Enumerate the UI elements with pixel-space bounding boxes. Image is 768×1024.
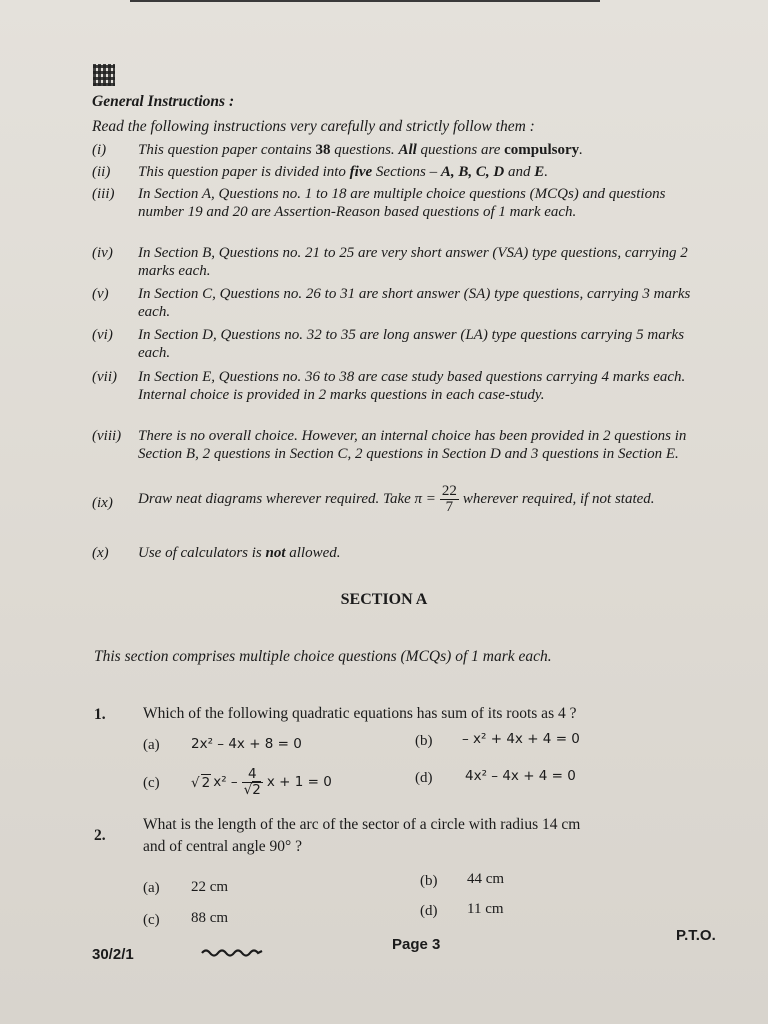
instruction-item (92, 544, 712, 562)
instructions-title: General Instructions : (92, 93, 235, 110)
instruction-item (92, 285, 712, 321)
squiggle-mark-icon (200, 946, 264, 958)
instruction-item (92, 244, 712, 280)
option-a: 2x² – 4x + 8 = 0 (191, 736, 302, 752)
sqrt-symbol: √ 2 (191, 774, 211, 791)
instruction-number: (viii) (92, 428, 122, 444)
instruction-number: (i) (92, 142, 107, 158)
page-number: Page 3 (392, 936, 441, 953)
instruction-number: (iii) (92, 186, 115, 202)
instruction-number: (x) (92, 545, 109, 561)
section-description: This section comprises multiple choice questions (MCQs) of 1 mark each. (94, 648, 552, 665)
instruction-number: (ix) (92, 495, 113, 511)
instruction-number: (iv) (92, 245, 113, 261)
instruction-item (92, 163, 712, 181)
instruction-number: (vii) (92, 369, 117, 385)
option-c: 88 cm (191, 910, 229, 926)
option-label: (a) (143, 737, 160, 753)
instruction-text: There is no overall choice. However, an internal choice has been provided in 2 questions in Section B, 2 questions in Section C, 2 questions in Section D and 3 questions in Section E. (138, 428, 687, 462)
question-number: 1. (94, 706, 106, 723)
question-number: 2. (94, 827, 106, 844)
instruction-number: (ii) (92, 164, 111, 180)
instruction-text: In Section D, Questions no. 32 to 35 are long answer (LA) type questions carrying 5 marks each. (138, 327, 685, 361)
option-label: (c) (143, 775, 160, 791)
pi-fraction: $\frac{22}{7}$ (441, 483, 457, 515)
instruction-text: This question paper is divided into five Sections – A, B, C, D and E. (138, 164, 549, 180)
option-label: (a) (143, 880, 160, 896)
option-d: 4x² – 4x + 4 = 0 (465, 768, 576, 784)
instruction-text: In Section C, Questions no. 26 to 31 are short answer (SA) type questions, carrying 3 marks each. (138, 286, 691, 320)
instruction-text: This question paper contains 38 questions. All questions are compulsory. (138, 142, 583, 158)
instructions-intro: Read the following instructions very carefully and strictly follow them : (92, 118, 535, 135)
top-rule (130, 0, 600, 2)
pto-label: P.T.O. (676, 927, 716, 944)
option-b: 44 cm (467, 871, 505, 887)
instruction-text: Use of calculators is not allowed. (138, 545, 341, 561)
option-c-fraction: $\frac{4}{√2}$ (243, 765, 261, 798)
option-d: 11 cm (467, 901, 504, 917)
option-label: (b) (420, 873, 438, 889)
instruction-item (92, 484, 712, 515)
question-text: What is the length of the arc of the sector of a circle with radius 14 cm and of central angle 90° ? (143, 816, 581, 855)
option-label: (b) (415, 733, 433, 749)
option-label: (d) (415, 770, 433, 786)
instruction-item (92, 141, 712, 159)
paper-code: 30/2/1 (92, 946, 134, 963)
option-label: (c) (143, 912, 160, 928)
option-b: – x² + 4x + 4 = 0 (462, 731, 580, 747)
instruction-item (92, 185, 712, 221)
instruction-number: (v) (92, 286, 109, 302)
instruction-item (92, 368, 712, 404)
instruction-item (92, 326, 712, 362)
section-heading: SECTION A (340, 591, 428, 608)
option-c: √ 2 x² – $\frac{4}{√2}$ x + 1 = 0 (191, 765, 332, 798)
option-a: 22 cm (191, 879, 229, 895)
question-text: Which of the following quadratic equations has sum of its roots as 4 ? (143, 705, 577, 722)
instruction-text: Draw neat diagrams wherever required. Take π = $\frac{22}{7}$ wherever required, if not stated. (138, 483, 655, 515)
instruction-item (92, 427, 712, 463)
option-label: (d) (420, 903, 438, 919)
instruction-number: (vi) (92, 327, 113, 343)
instruction-text: In Section E, Questions no. 36 to 38 are case study based questions carrying 4 marks each. Internal choice is provided in 2 marks questions in each case-study. (138, 369, 686, 403)
instruction-text: In Section B, Questions no. 21 to 25 are very short answer (VSA) type questions, carrying 2 marks each. (138, 245, 688, 279)
qr-code-icon (93, 64, 115, 86)
instruction-text: In Section A, Questions no. 1 to 18 are multiple choice questions (MCQs) and questions number 19 and 20 are Assertion-Reason based questions of 1 mark each. (138, 186, 666, 220)
